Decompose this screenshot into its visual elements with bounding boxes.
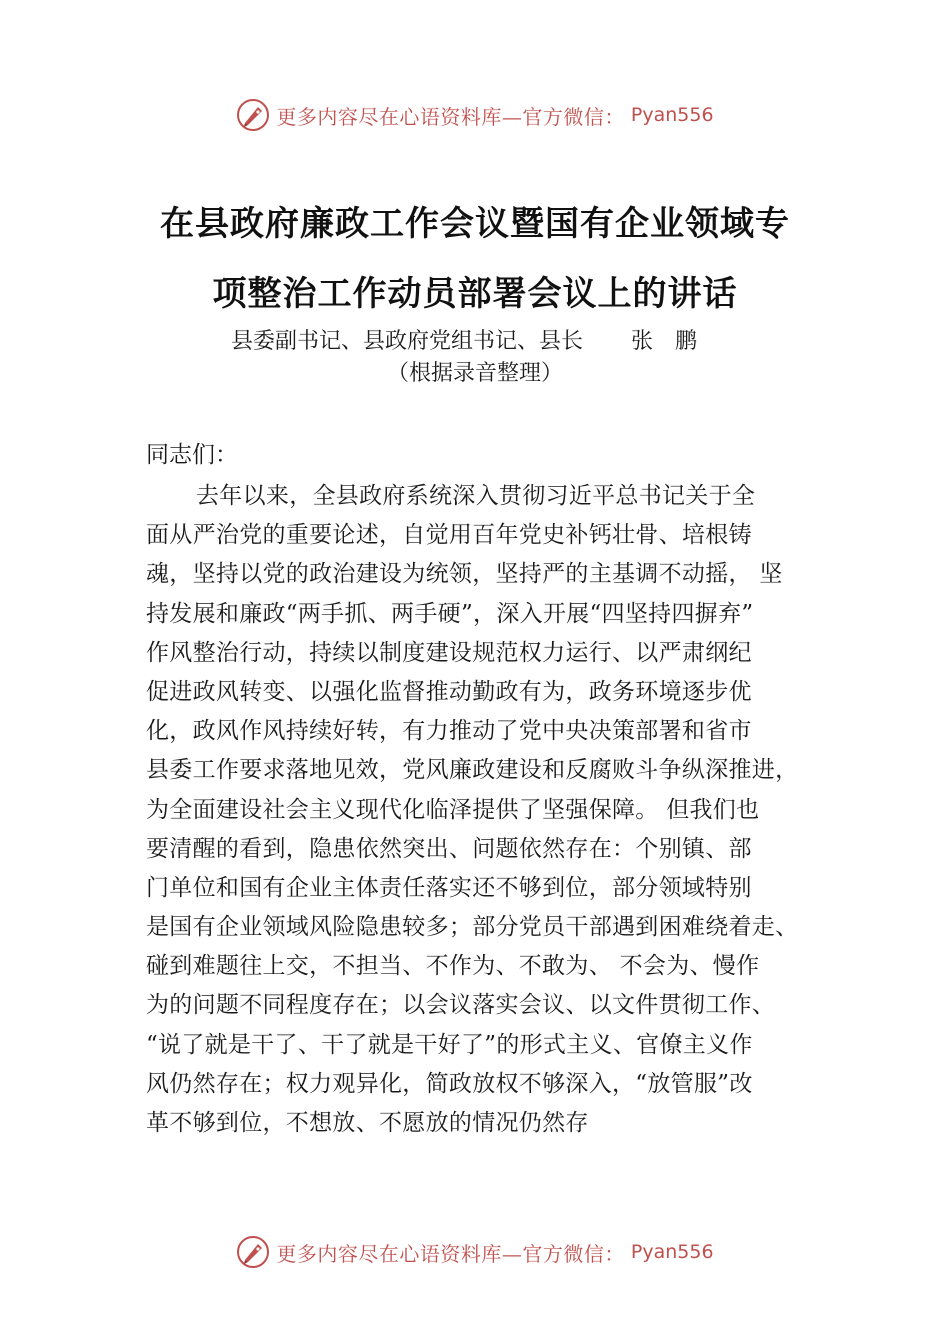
body-line: 去年以来，全县政府系统深入贯彻习近平总书记关于全 (196, 483, 756, 509)
watermark-wechat-id: Pyan556 (630, 104, 714, 126)
body-line: 要清醒的看到，隐患依然突出、问题依然存在：个别镇、部 (146, 835, 752, 862)
body-line: 魂，坚持以党的政治建设为统领，坚持严的主基调不动摇， 坚 (146, 561, 783, 588)
body-line: 化，政风作风持续好转，有力推动了党中央决策部署和省市 (146, 718, 752, 745)
body-line: 碰到难题往上交，不担当、不作为、不敢为、 不会为、慢作 (146, 953, 760, 980)
salutation: 同志们： (146, 442, 238, 468)
body-line: 为的问题不同程度存在；以会议落实会议、以文件贯彻工作、 (146, 992, 776, 1019)
pen-nib-logo-icon (236, 98, 270, 132)
watermark-text: 更多内容尽在心语资料库—官方微信： (276, 104, 625, 129)
footer-watermark (0, 1232, 950, 1272)
body-line: 作风整治行动，持续以制度建设规范权力运行、以严肃纲纪 (146, 639, 752, 666)
body-line: “说了就是干了、干了就是干好了”的形式主义、官僚主义作 (146, 1031, 753, 1058)
body-line: 促进政风转变、以强化监督推动勤政有为，政务环境逐步优 (146, 678, 752, 705)
body-line: 持发展和廉政“两手抓、两手硬”，深入开展“四坚持四摒弃” (146, 600, 754, 627)
transcription-note: （根据录音整理） (386, 361, 563, 386)
document-title-line-1: 在县政府廉政工作会议暨国有企业领域专 (160, 204, 790, 244)
document-title-line-2: 项整治工作动员部署会议上的讲话 (212, 274, 738, 314)
speaker-byline (0, 324, 950, 355)
speaker-position: 县委副书记、县政府党组书记、县长 (230, 329, 583, 354)
body-line: 为全面建设社会主义现代化临泽提供了坚强保障。 但我们也 (146, 796, 760, 823)
speaker-name: 张鹏 (631, 329, 720, 354)
speech-body (146, 477, 846, 1143)
watermark-text: 更多内容尽在心语资料库—官方微信： (276, 1241, 625, 1266)
body-line: 是国有企业领域风险隐患较多；部分党员干部遇到困难绕着走、 (146, 914, 799, 941)
body-line: 面从严治党的重要论述，自觉用百年党史补钙壮骨、培根铸 (146, 522, 752, 549)
body-line: 革不够到位，不想放、不愿放的情况仍然存 (146, 1110, 589, 1136)
body-line: 风仍然存在；权力观异化，简政放权不够深入，“放管服”改 (146, 1070, 753, 1097)
pen-nib-logo-icon (236, 1235, 270, 1269)
watermark-wechat-id: Pyan556 (630, 1241, 714, 1263)
header-watermark (0, 95, 950, 135)
body-line: 县委工作要求落地见效，党风廉政建设和反腐败斗争纵深推进， (146, 757, 799, 784)
body-line: 门单位和国有企业主体责任落实还不够到位，部分领域特别 (146, 874, 752, 901)
